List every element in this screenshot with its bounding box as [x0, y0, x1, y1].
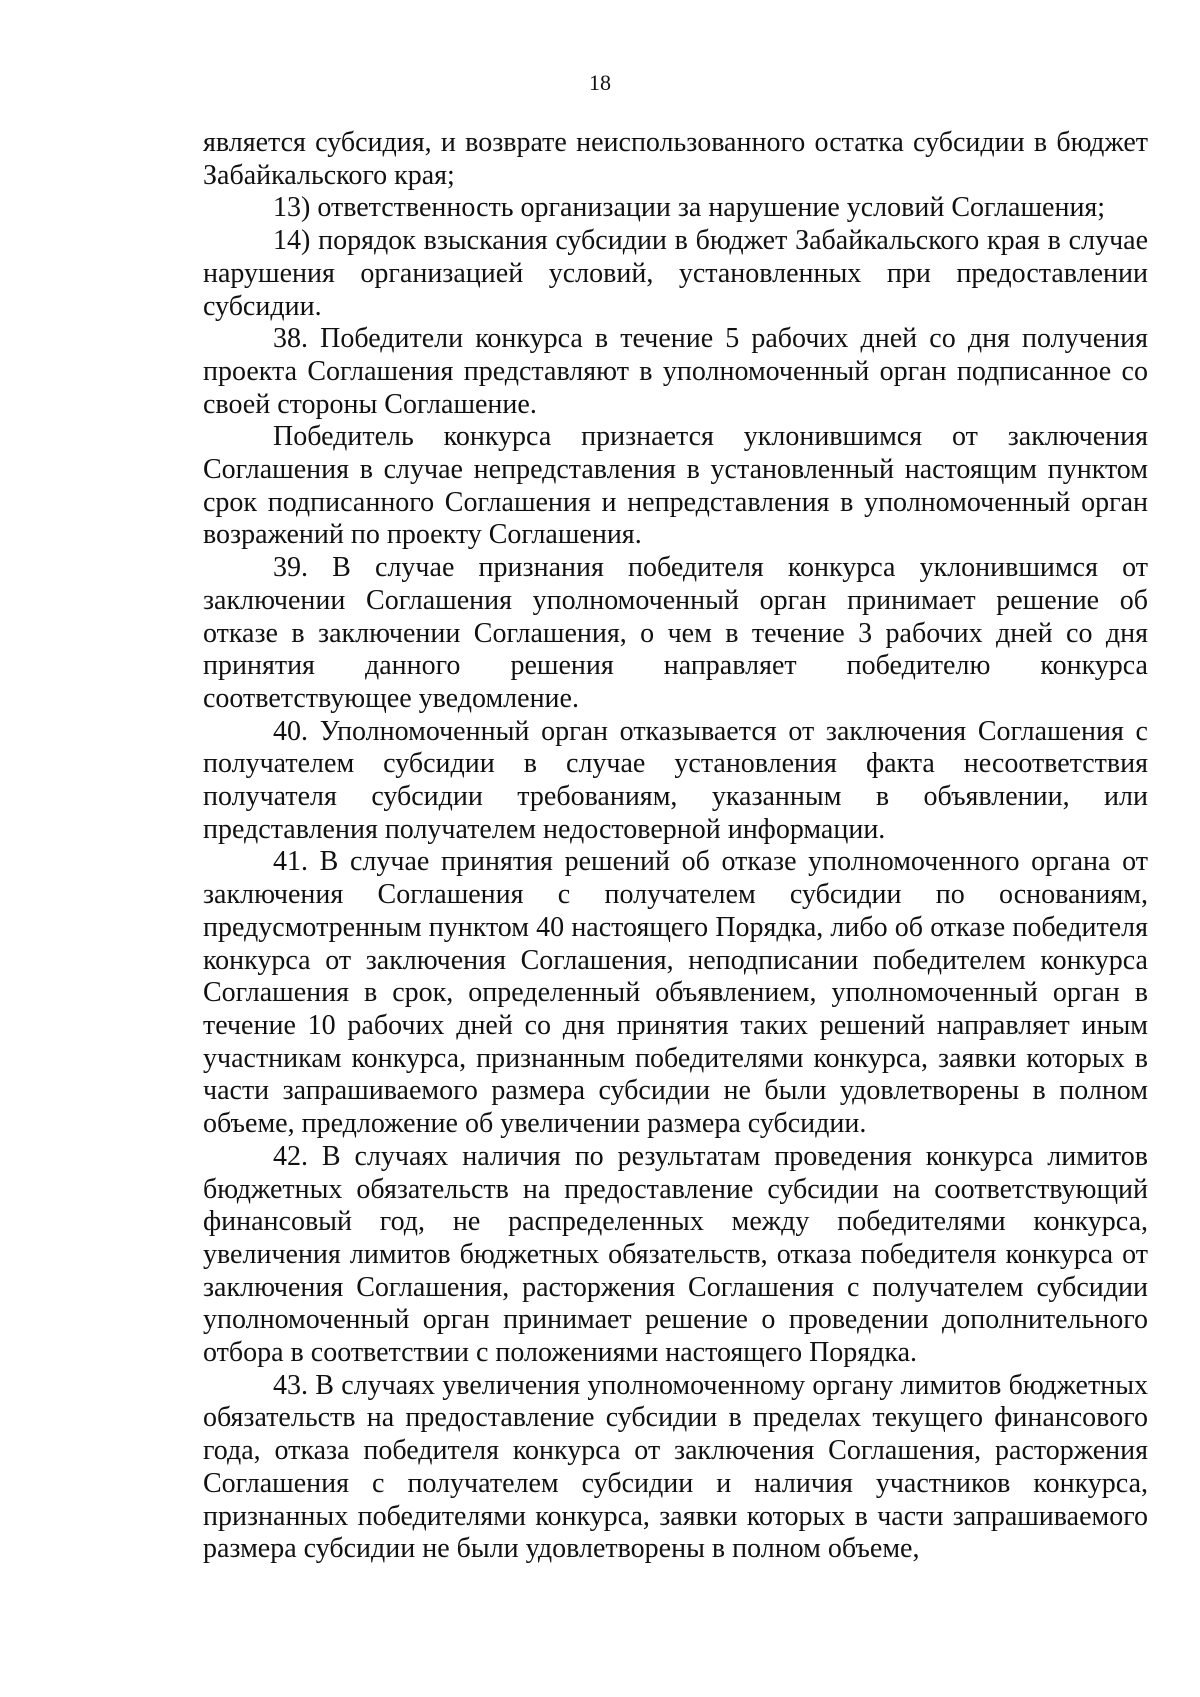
page-number: 18 — [589, 70, 611, 95]
paragraph-38-winner-evasion: Победитель конкурса признается уклонившимся от заключения Соглашения в случае непредставления в установленный настоящим пунктом срок подписанного Соглашения и непредставления в уполномоченный орган возражений по проекту Соглашения. — [203, 421, 1148, 551]
paragraph-42: 42. В случаях наличия по результатам проведения конкурса лимитов бюджетных обязательств на предоставление субсидии на соответствующий финансовый год, не распределенных между победителями конкурса, увеличения лимитов бюджетных обязательств, отказа победителя конкурса от заключения Соглашения, расторжения Соглашения с получателем субсидии уполномоченный орган принимает решение о проведении дополнительного отбора в соответствии с положениями настоящего Порядка. — [203, 1140, 1148, 1369]
paragraph-continuation: является субсидия, и возврате неиспользованного остатка субсидии в бюджет Забайкальского края; — [203, 127, 1148, 191]
paragraph-41: 41. В случае принятия решений об отказе уполномоченного органа от заключения Соглашения с получателем субсидии по основаниям, предусмотренным пунктом 40 настоящего Порядка, либо об отказе победителя конкурса от заключения Соглашения, неподписании победителем конкурса Соглашения в срок, определенный объявлением, уполномоченный орган в течение 10 рабочих дней со дня принятия таких решений направляет иным участникам конкурса, признанным победителями конкурса, заявки которых в части запрашиваемого размера субсидии не были удовлетворены в полном объеме, предложение об увеличении размера субсидии. — [203, 846, 1148, 1140]
document-body — [203, 127, 1148, 1566]
paragraph-item-14: 14) порядок взыскания субсидии в бюджет Забайкальского края в случае нарушения организацией условий, установленных при предоставлении субсидии. — [203, 225, 1148, 322]
paragraph-39: 39. В случае признания победителя конкурса уклонившимся от заключении Соглашения уполномоченный орган принимает решение об отказе в заключении Соглашения, о чем в течение 3 рабочих дней со дня принятия данного решения направляет победителю конкурса соответствующее уведомление. — [203, 552, 1148, 714]
paragraph-38: 38. Победители конкурса в течение 5 рабочих дней со дня получения проекта Соглашения представляют в уполномоченный орган подписанное со своей стороны Соглашение. — [203, 323, 1148, 420]
paragraph-40: 40. Уполномоченный орган отказывается от заключения Соглашения с получателем субсидии в случае установления факта несоответствия получателя субсидии требованиям, указанным в объявлении, или представления получателем недостоверной информации. — [203, 715, 1148, 845]
paragraph-item-13: 13) ответственность организации за нарушение условий Соглашения; — [273, 192, 1106, 224]
paragraph-43: 43. В случаях увеличения уполномоченному органу лимитов бюджетных обязательств на предоставление субсидии в пределах текущего финансового года, отказа победителя конкурса от заключения Соглашения, расторжения Соглашения с получателем субсидии и наличия участников конкурса, признанных победителями конкурса, заявки которых в части запрашиваемого размера субсидии не были удовлетворены в полном объеме, — [203, 1369, 1148, 1565]
